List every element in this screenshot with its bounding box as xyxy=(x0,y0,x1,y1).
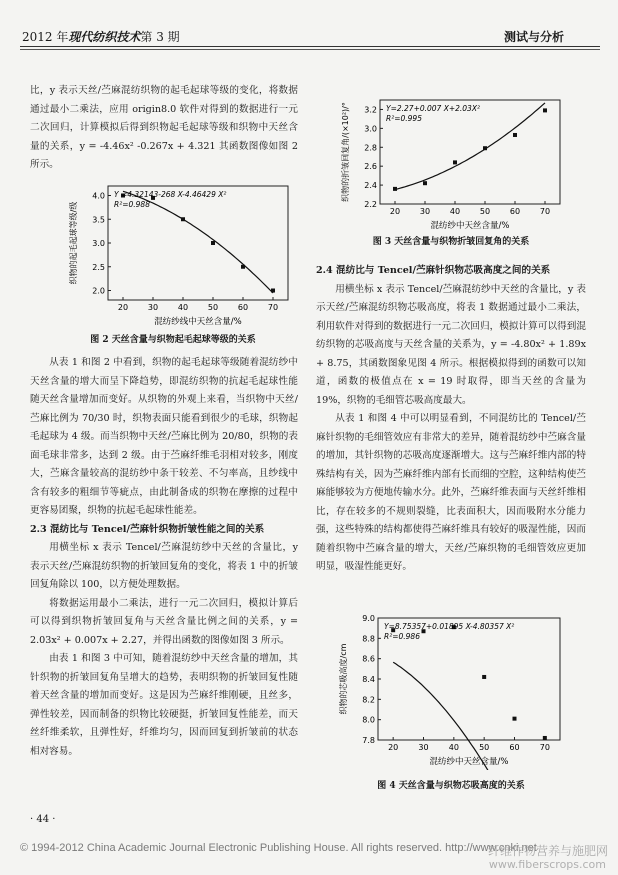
equation-label: Y=8.75357+0.01895 X-4.80357 X² xyxy=(384,622,515,631)
page-number: · 44 · xyxy=(30,814,56,825)
figure-4-caption: 图 4 天丝含量与织物芯吸高度的关系 xyxy=(377,781,525,791)
journal-header xyxy=(22,28,180,45)
y-tick-label: 7.8 xyxy=(362,736,375,745)
data-point xyxy=(513,133,517,137)
y-tick-label: 2.0 xyxy=(92,286,105,296)
watermark-url: www.fiberscrops.com xyxy=(488,858,606,871)
data-point xyxy=(181,217,185,221)
y-tick-label: 8.0 xyxy=(362,715,375,725)
y-tick-label: 4.0 xyxy=(92,191,105,201)
header-rule-thin xyxy=(20,49,600,50)
header-rule xyxy=(20,46,600,47)
y-tick-label: 2.4 xyxy=(364,181,377,191)
header-year: 2012 年 xyxy=(22,30,69,44)
x-axis-label: 混纺纱中天丝含量/% xyxy=(429,757,509,767)
figure-3-chart xyxy=(338,94,568,234)
x-tick-label: 50 xyxy=(479,743,490,752)
r-squared-label: R²=0.986 xyxy=(384,632,420,641)
r-squared-label: R²=0.988 xyxy=(114,200,150,209)
y-tick-label: 8.4 xyxy=(362,675,375,684)
header-journal: 现代纺织技术 xyxy=(68,30,141,44)
data-point xyxy=(241,265,245,269)
paragraph: 由表 1 和图 3 中可知，随着混纺纱中天丝含量的增加，其针织物的折皱回复角呈增大的趋势，表明织物的折皱回复性随着天丝含量的增加而变好。这是因为苎麻纤维刚硬，且丝多，弹性较差，因而制备的织物比较硬挺，折皱回复性能差，而天丝纤维柔软，且弹性好，纤维均匀，因而回复到折皱前的状态相对容易。 xyxy=(30,653,298,757)
data-point xyxy=(543,736,547,740)
right-column-body xyxy=(316,262,586,577)
y-tick-label: 2.8 xyxy=(364,143,377,153)
equation-label: Y=2.27+0.007 X+2.03X² xyxy=(386,104,480,113)
figure-2-chart xyxy=(66,180,296,330)
x-tick-label: 30 xyxy=(419,207,431,216)
figure-3-caption: 图 3 天丝含量与织物折皱回复角的关系 xyxy=(372,237,530,247)
y-tick-label: 3.5 xyxy=(92,215,105,225)
y-tick-label: 2.6 xyxy=(364,162,377,172)
data-point xyxy=(271,289,275,293)
data-point xyxy=(483,146,487,150)
x-tick-label: 40 xyxy=(448,743,459,752)
section-header: 测试与分析 xyxy=(503,30,564,44)
data-point xyxy=(543,108,547,112)
left-column-top xyxy=(30,82,298,175)
equation-label: Y =4.32143-268 X-4.46429 X² xyxy=(114,190,227,199)
section-heading-2-4: 2.4 混纺比与 Tencel/苎麻针织物芯吸高度之间的关系 xyxy=(316,265,551,276)
y-tick-label: 9.0 xyxy=(362,614,375,623)
x-axis-label: 混纺纱中天丝含量/% xyxy=(430,221,510,231)
paragraph: 从表 1 和图 2 中看到，织物的起毛起球等级随着混纺纱中天丝含量的增大而呈下降趋势，即混纺织物的抗起毛起球性能随天丝含量增加而变好。从织物的外观上来看，当织物中天丝/苎麻比例为 70/30 时，织物表面只能看到很少的毛球，织物起毛起球为 4 级。而当织物中天丝/苎麻比例为 20/80，织物的表面毛球非常多，达到 2 级。由于苎麻纤维毛羽相对较多，刚度大，苎麻含量较高的混纺纱中条干较差、不匀率高，且纱线中含有较多的粗细节等疵点，由此制备成的织物在摩擦的过程中更容易团聚，织物的抗起毛起球性能差。 xyxy=(30,357,298,516)
x-tick-label: 30 xyxy=(147,303,159,312)
figure-2-caption: 图 2 天丝含量与织物起毛起球等级的关系 xyxy=(90,335,256,345)
x-tick-label: 40 xyxy=(449,207,461,216)
data-point xyxy=(211,241,215,245)
y-axis-label: 织物的折皱回复角/(×10²)/° xyxy=(341,102,350,202)
y-tick-label: 8.8 xyxy=(362,634,375,644)
x-tick-label: 30 xyxy=(418,743,429,752)
x-tick-label: 70 xyxy=(267,303,279,312)
header-issue: 第 3 期 xyxy=(140,30,180,44)
x-tick-label: 50 xyxy=(479,207,491,216)
y-tick-label: 2.5 xyxy=(92,262,105,272)
paragraph: 用横坐标 x 表示 Tencel/苎麻混纺纱中天丝的含量比，y 表示天丝/苎麻混纺织物的折皱回复角的变化，将表 1 中的折皱回复角除以 100，以方便处理数据。 xyxy=(30,542,298,590)
x-tick-label: 40 xyxy=(177,303,189,312)
x-tick-label: 70 xyxy=(539,743,550,752)
y-tick-label: 2.2 xyxy=(364,200,377,209)
r-squared-label: R²=0.995 xyxy=(386,114,422,123)
paragraph: 将数据运用最小二乘法，进行一元二次回归，模拟计算后可以得到织物折皱回复角与天丝含量比例之间的关系，y = 2.03x² + 0.007x + 2.27，并得出函数的图像如图 3 所示。 xyxy=(30,597,298,646)
paragraph: 从表 1 和图 4 中可以明显看到，不同混纺比的 Tencel/苎麻针织物的毛细管效应有非常大的差异，随着混纺纱中苎麻含量的增加，其针织物的芯吸高度逐渐增大。这与苎麻纤维内部的特殊结构有关，因为苎麻纤维内部有长而细的空腔，这种结构使苎麻能够较为方便地传输水分。此外，苎麻纤维表面与天丝纤维相比，存在较多的不规则裂缝，比表面积大，因而吸附水分能力强，这些特殊的结构都使得苎麻纤维具有较好的吸湿性能，因而随着织物中苎麻含量的增大，天丝/苎麻织物的毛细管效应更加明显，吸湿性能更好。 xyxy=(316,413,586,572)
y-tick-label: 3.2 xyxy=(364,105,377,115)
x-tick-label: 60 xyxy=(509,207,521,216)
figure-4-chart xyxy=(336,612,568,770)
paragraph: 用横坐标 x 表示 Tencel/苎麻混纺纱中天丝的含量比，y 表示天丝/苎麻混纺织物芯吸高度，将表 1 数据通过最小二乘法，利用软件对得到的数据进行一元二次回归，模拟计算可以得到混纺织物的芯吸高度与天丝含量的关系为，y = -4.80x² + 1.89x + 8.75，其函数图象见图 4 所示。根据模拟得到的函数可以知道，函数的极值点在 x = 19 时取得，即当天丝的含量为 19%，织物的毛细管芯吸高度最大。 xyxy=(316,283,586,406)
x-tick-label: 20 xyxy=(389,207,401,216)
fit-curve xyxy=(393,662,545,770)
y-tick-label: 3.0 xyxy=(92,239,105,248)
section-heading-2-3: 2.3 混纺比与 Tencel/苎麻针织物折皱性能之间的关系 xyxy=(30,523,265,535)
paragraph: 比，y 表示天丝/苎麻混纺织物的起毛起球等级的变化，将数据通过最小二乘法，应用 origin8.0 软件对得到的数据进行一元二次回归，计算模拟后得到织物起毛起球等级和织物中天丝含量的关系，y = -4.46x² -0.267x + 4.321 其函数图像如图 2 所示。 xyxy=(30,85,298,170)
data-point xyxy=(423,181,427,185)
data-point xyxy=(393,187,397,191)
data-point xyxy=(482,675,486,679)
x-tick-label: 20 xyxy=(388,743,399,752)
data-point xyxy=(513,717,517,721)
data-point xyxy=(453,160,457,164)
y-tick-label: 3.0 xyxy=(364,124,377,134)
x-tick-label: 50 xyxy=(207,303,219,312)
x-tick-label: 60 xyxy=(509,743,520,752)
copyright-footer: © 1994-2012 China Academic Journal Electronic Publishing House. All rights reserved. http://www.cnki.net xyxy=(20,842,537,854)
x-axis-label: 混纺纱线中天丝含量/% xyxy=(154,317,242,327)
y-tick-label: 8.6 xyxy=(362,654,375,664)
y-axis-label: 织物的起毛起球等级/级 xyxy=(69,201,78,285)
x-tick-label: 20 xyxy=(117,303,129,312)
left-column-body xyxy=(30,354,298,761)
x-tick-label: 70 xyxy=(539,207,551,216)
y-tick-label: 8.2 xyxy=(362,695,375,705)
y-axis-label: 织物的芯吸高度/cm xyxy=(339,643,348,715)
watermark-text: 纤维作物营养与施肥网 xyxy=(487,844,608,858)
x-tick-label: 60 xyxy=(237,303,249,312)
